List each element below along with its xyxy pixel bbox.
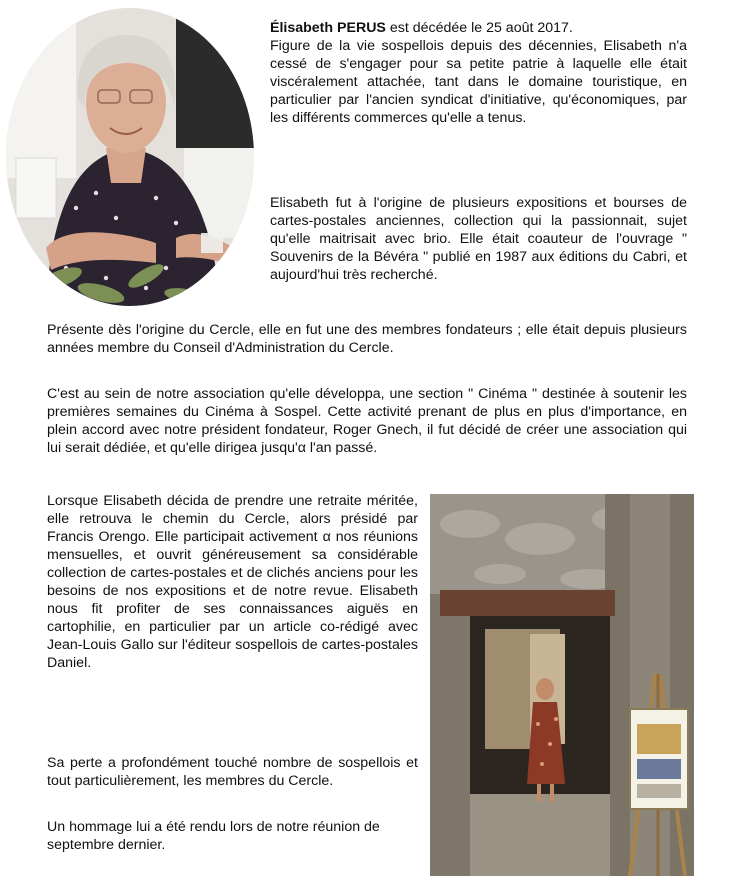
intro-text: Figure de la vie sospellois depuis des décennies, Elisabeth n'a cessé de s'engager pour sa petite patrie à laquelle elle était viscéralement attachée, tant dans le domaine touristique, en particulier par l'ancien syndicat d'initiative, qu'économiques, par les différents commerces qu'elle a tenus. xyxy=(270,38,687,126)
portrait-photo xyxy=(6,8,254,306)
intro-paragraph xyxy=(270,19,687,127)
paragraph-founder: Présente dès l'origine du Cercle, elle en fut une des membres fondateurs ; elle était depuis plusieurs années membre du Conseil d'Administration du Cercle. xyxy=(47,322,687,356)
paragraph-loss: Sa perte a profondément touché nombre de sospellois et tout particulièrement, les membres du Cercle. xyxy=(47,755,418,789)
paragraph-tribute: Un hommage lui a été rendu lors de notre réunion de septembre dernier. xyxy=(47,819,380,853)
person-name: Élisabeth PERUS xyxy=(270,20,386,36)
doorway-photo xyxy=(430,494,694,876)
paragraph-postcards: Elisabeth fut à l'origine de plusieurs expositions et bourses de cartes-postales anciennes, collection qui la passionnait, sujet qu'elle maitrisait avec brio. Elle était coauteur de l'ouvrage " Souvenirs de la Bévéra " publié en 1987 aux éditions du Cabri, et aujourd'hui très recherché. xyxy=(270,195,687,283)
paragraph-retirement: Lorsque Elisabeth décida de prendre une retraite méritée, elle retrouva le chemin du Cercle, alors présidé par Francis Orengo. Elle participait activement α nos réunions mensuelles, et ouvrit généreusement sa considérable collection de cartes-postales et de clichés anciens pour les besoins de nos expositions et de notre revue. Elisabeth nous fit profiter de ses connaissances aiguës en cartophilie, en particulier par un article co-rédigé avec Jean-Louis Gallo sur l'éditeur sospellois de cartes-postales Daniel. xyxy=(47,493,418,671)
paragraph-cinema: C'est au sein de notre association qu'elle développa, une section " Cinéma " destinée à soutenir les premières semaines du Cinéma à Sospel. Cette activité prenant de plus en plus d'importance, en plein accord avec notre président fondateur, Roger Gnech, il fut décidé de créer une association qui lui serait dédiée, et qu'elle dirigea jusqu'α l'an passé. xyxy=(47,386,687,456)
death-date-text: est décédée le 25 août 2017. xyxy=(385,20,573,36)
